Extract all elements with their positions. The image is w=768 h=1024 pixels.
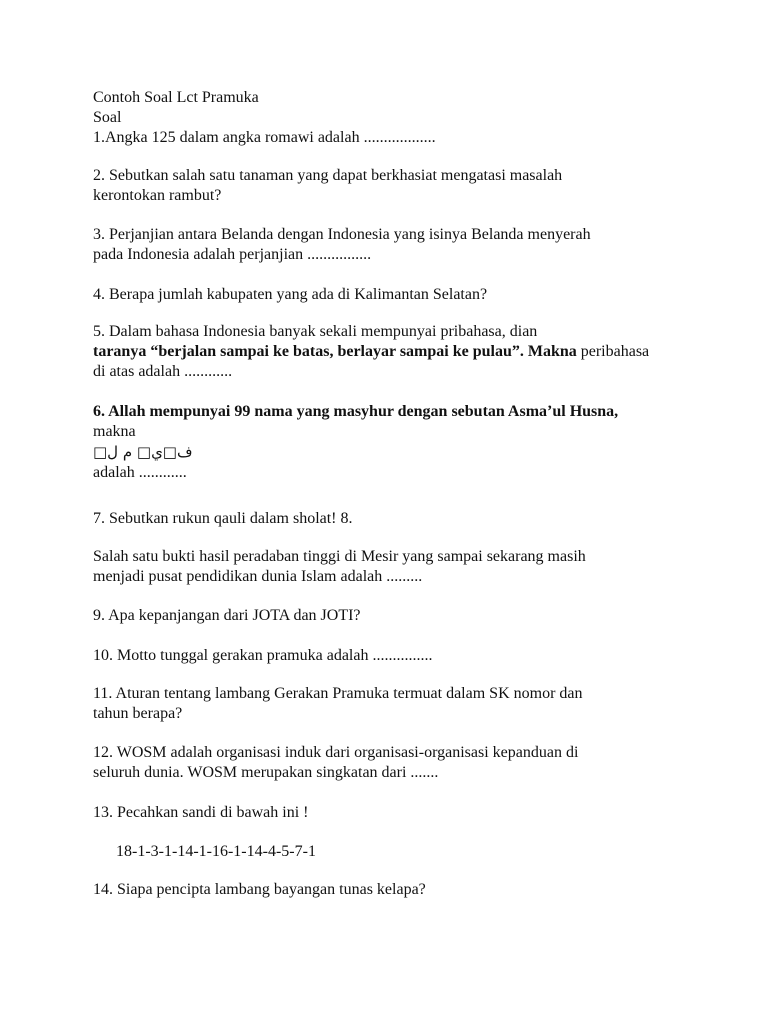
question-8 (93, 547, 713, 587)
question-9-text: 9. Apa kepanjangan dari JOTA dan JOTI? (93, 607, 361, 624)
question-10 (93, 646, 713, 666)
question-5-line-1: 5. Dalam bahasa Indonesia banyak sekali mempunyai pribahasa, dian (93, 323, 538, 340)
question-4 (93, 285, 713, 305)
question-5-regular-text: peribahasa (576, 343, 650, 360)
question-6 (93, 402, 713, 483)
question-2-line-2: kerontokan rambut? (93, 187, 222, 204)
question-6-line-2: makna (93, 423, 136, 440)
question-1: 1.Angka 125 dalam angka romawi adalah .................. (93, 129, 436, 146)
question-2 (93, 166, 713, 206)
question-13 (93, 803, 713, 823)
question-5-bold-text: taranya “berjalan sampai ke batas, berlayar sampai ke pulau”. Makna (93, 343, 577, 360)
question-6-line-1: 6. Allah mempunyai 99 nama yang masyhur dengan sebutan Asma’ul Husna, (93, 403, 619, 420)
question-7 (93, 509, 713, 529)
question-11 (93, 684, 713, 724)
question-5-line-3: di atas adalah ............ (93, 363, 233, 380)
question-5-line-2 (93, 342, 713, 362)
question-11-line-2: tahun berapa? (93, 705, 183, 722)
question-5 (93, 322, 713, 382)
question-12-line-2: seluruh dunia. WOSM merupakan singkatan dari ....... (93, 764, 439, 781)
question-13-text: 13. Pecahkan sandi di bawah ini ! (93, 804, 309, 821)
question-12 (93, 743, 713, 783)
question-6-arabic-line (93, 442, 713, 463)
question-3-line-1: 3. Perjanjian antara Belanda dengan Indonesia yang isinya Belanda menyerah (93, 226, 591, 243)
question-11-line-1: 11. Aturan tentang lambang Gerakan Pramuka termuat dalam SK nomor dan (93, 685, 583, 702)
question-3 (93, 225, 713, 265)
document-title: Contoh Soal Lct Pramuka (93, 89, 259, 106)
question-8-line-1: Salah satu bukti hasil peradaban tinggi di Mesir yang sampai sekarang masih (93, 548, 586, 565)
question-8-line-2: menjadi pusat pendidikan dunia Islam adalah ......... (93, 568, 423, 585)
cipher-code: 18-1-3-1-14-1-16-1-14-4-5-7-1 (116, 843, 316, 860)
question-7-text: 7. Sebutkan rukun qauli dalam sholat! 8. (93, 510, 353, 527)
document-header (93, 88, 713, 148)
question-9 (93, 606, 713, 626)
question-10-text: 10. Motto tunggal gerakan pramuka adalah ............... (93, 647, 433, 664)
question-14-text: 14. Siapa pencipta lambang bayangan tunas kelapa? (93, 881, 426, 898)
question-14 (93, 880, 713, 900)
question-3-line-2: pada Indonesia adalah perjanjian ................ (93, 246, 372, 263)
document-subtitle: Soal (93, 109, 122, 126)
arabic-text: ف□ي□ م ل□ (93, 443, 193, 461)
question-6-line-4: adalah ............ (93, 464, 187, 481)
question-13-code-block (93, 842, 713, 862)
question-12-line-1: 12. WOSM adalah organisasi induk dari organisasi-organisasi kepanduan di (93, 744, 579, 761)
question-4-text: 4. Berapa jumlah kabupaten yang ada di Kalimantan Selatan? (93, 286, 488, 303)
question-2-line-1: 2. Sebutkan salah satu tanaman yang dapat berkhasiat mengatasi masalah (93, 167, 563, 184)
